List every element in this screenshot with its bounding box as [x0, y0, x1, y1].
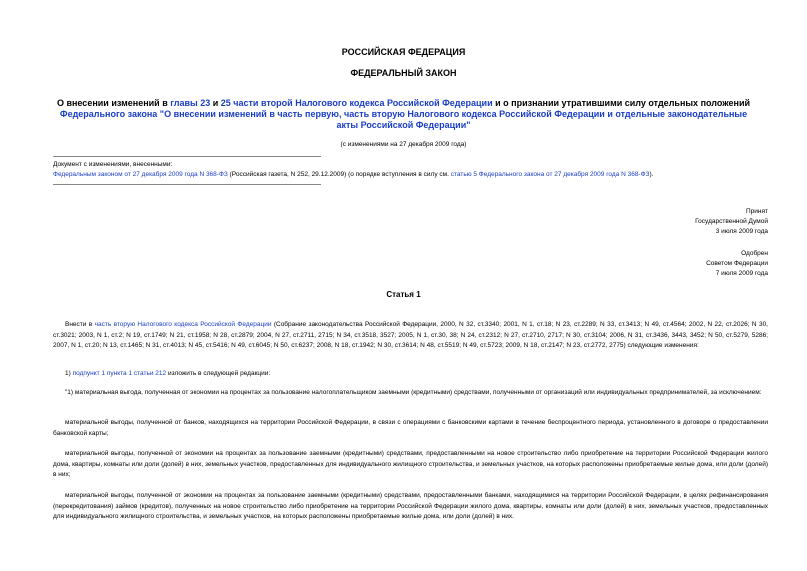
adoption-block	[695, 207, 768, 237]
doc-info-end: ).	[649, 171, 654, 178]
accepted-date: 3 июля 2009 года	[715, 228, 768, 235]
paragraph-intro	[53, 320, 768, 352]
link-chapter-25-tax-code[interactable]: 25 части второй Налогового кодекса Российской Федерации	[220, 98, 493, 108]
bottom-divider	[53, 184, 321, 185]
paragraph-bank-cards: материальной выгоды, полученной от банков, находящихся на территории Российской Федерации, в связи с операциями с банковскими картами в течение беспроцентного периода, установленного в договоре о предоставлении банковской карты;	[53, 419, 768, 437]
law-type-heading: ФЕДЕРАЛЬНЫЙ ЗАКОН	[350, 68, 457, 78]
link-law-368fz[interactable]: Федеральным законом от 27 декабря 2009 года N 368-ФЗ	[53, 171, 228, 178]
p1-text-start: Внести в	[65, 321, 95, 328]
title-text-1: О внесении изменений в	[56, 98, 171, 108]
title-text-2: и	[210, 98, 221, 108]
link-article-5-law-368fz[interactable]: статью 5 Федерального закона от 27 декабря 2009 года N 368-ФЗ	[450, 171, 650, 178]
p1-text-rest: (Собрание законодательства Российской Федерации, 2000, N 32, ст.3340; 2001, N 1, ст.18; N 23, ст.2289; N 33, ст.3413; N 49, ст.4564; 2002, N 22, ст.2026; N 30, ст.3021; 2003, N 1, ст.2; N 19, ст.1749; N 21, ст.1958; N 28, ст.2879; 2004, N 27, ст.2711, 2715; N 34, ст.3518, 3527; 2005, N 1, ст.30, 38; N 24, ст.2312; N 27, ст.2710, 2717; N 30, ст.3104; 2006, N 31, ст.3436, 3443, 3452; N 50, ст.5279, 5286; 2007, N 1, ст.20; N 13, ст.1465; N 31, ст.4013; N 45, ст.5416; N 49, ст.6045; N 50, ст.6237; 2008, N 18, ст.1942; N 30, ст.3614; N 48, ст.5519; N 49, ст.5723; 2009, N 18, ст.2147; N 23, ст.2772, 2775) следующие изменения:	[53, 321, 768, 349]
doc-info-label: Документ с изменениями, внесенными:	[53, 161, 173, 168]
approved-date: 7 июля 2009 года	[715, 270, 768, 277]
p2-text-start: 1)	[65, 370, 73, 377]
title-text-3: и о признании утратившими силу отдельных положений	[492, 98, 751, 108]
approved-by: Советом Федерации	[706, 260, 768, 267]
doc-info-amendments	[53, 170, 653, 180]
doc-info-text: (Российская газета, N 252, 29.12.2009) (о порядке вступления в силу см.	[227, 171, 451, 178]
p2-text-rest: изложить в следующей редакции:	[166, 370, 271, 377]
link-subparagraph-212[interactable]: подпункт 1 пункта 1 статьи 212	[72, 370, 167, 377]
paragraph-material-benefit: "1) материальная выгода, полученная от экономии на процентах за пользование налогоплательщиком заемными (кредитными) средствами, полученными от организаций или индивидуальных предпринимателей, за исключением:	[65, 389, 762, 396]
approved-label: Одобрен	[741, 250, 768, 257]
country-heading: РОССИЙСКАЯ ФЕДЕРАЦИЯ	[341, 47, 466, 57]
article-title: Статья 1	[386, 290, 421, 299]
accepted-label: Принят	[745, 208, 768, 215]
link-chapter-23[interactable]: главы 23	[170, 98, 211, 108]
law-title	[50, 98, 757, 131]
link-federal-law[interactable]: Федерального закона "О внесении изменений в часть первую, часть вторую Налогового кодекса Российской Федерации и отдельные законодательные акты Российской Федерации"	[59, 109, 748, 130]
top-divider	[53, 156, 321, 157]
paragraph-housing: материальной выгоды, полученной от экономии на процентах за пользование заемными (кредитными) средствами, предоставленными на новое строительство либо приобретение на территории Российской Федерации жилого дома, квартиры, комнаты или доли (долей) в них, земельных участков, предоставленных для индивидуального жилищного строительства, и земельных участков, на которых расположены приобретаемые жилые дома, или доли (долей) в них;	[53, 450, 768, 478]
amendment-note: (с изменениями на 27 декабря 2009 года)	[340, 141, 467, 148]
paragraph-refinancing: материальной выгоды, полученной от экономии на процентах за пользование заемными (кредитными) средствами, предоставленными банками, находящимися на территории Российской Федерации, в целях рефинансирования (перекредитования) займов (кредитов), полученных на новое строительство либо приобретение на территории Российской Федерации жилого дома, квартиры, комнаты или доли (долей) в них, земельных участков, предоставленных для индивидуального жилищного строительства, и земельных участков, на которых расположены приобретаемые жилые дома, или доли (долей) в них.	[53, 492, 768, 520]
accepted-by: Государственной Думой	[695, 218, 768, 225]
paragraph-item-1	[53, 369, 768, 380]
approval-block	[706, 249, 768, 279]
link-tax-code-part-two[interactable]: часть вторую Налогового кодекса Российской Федерации	[94, 321, 272, 328]
